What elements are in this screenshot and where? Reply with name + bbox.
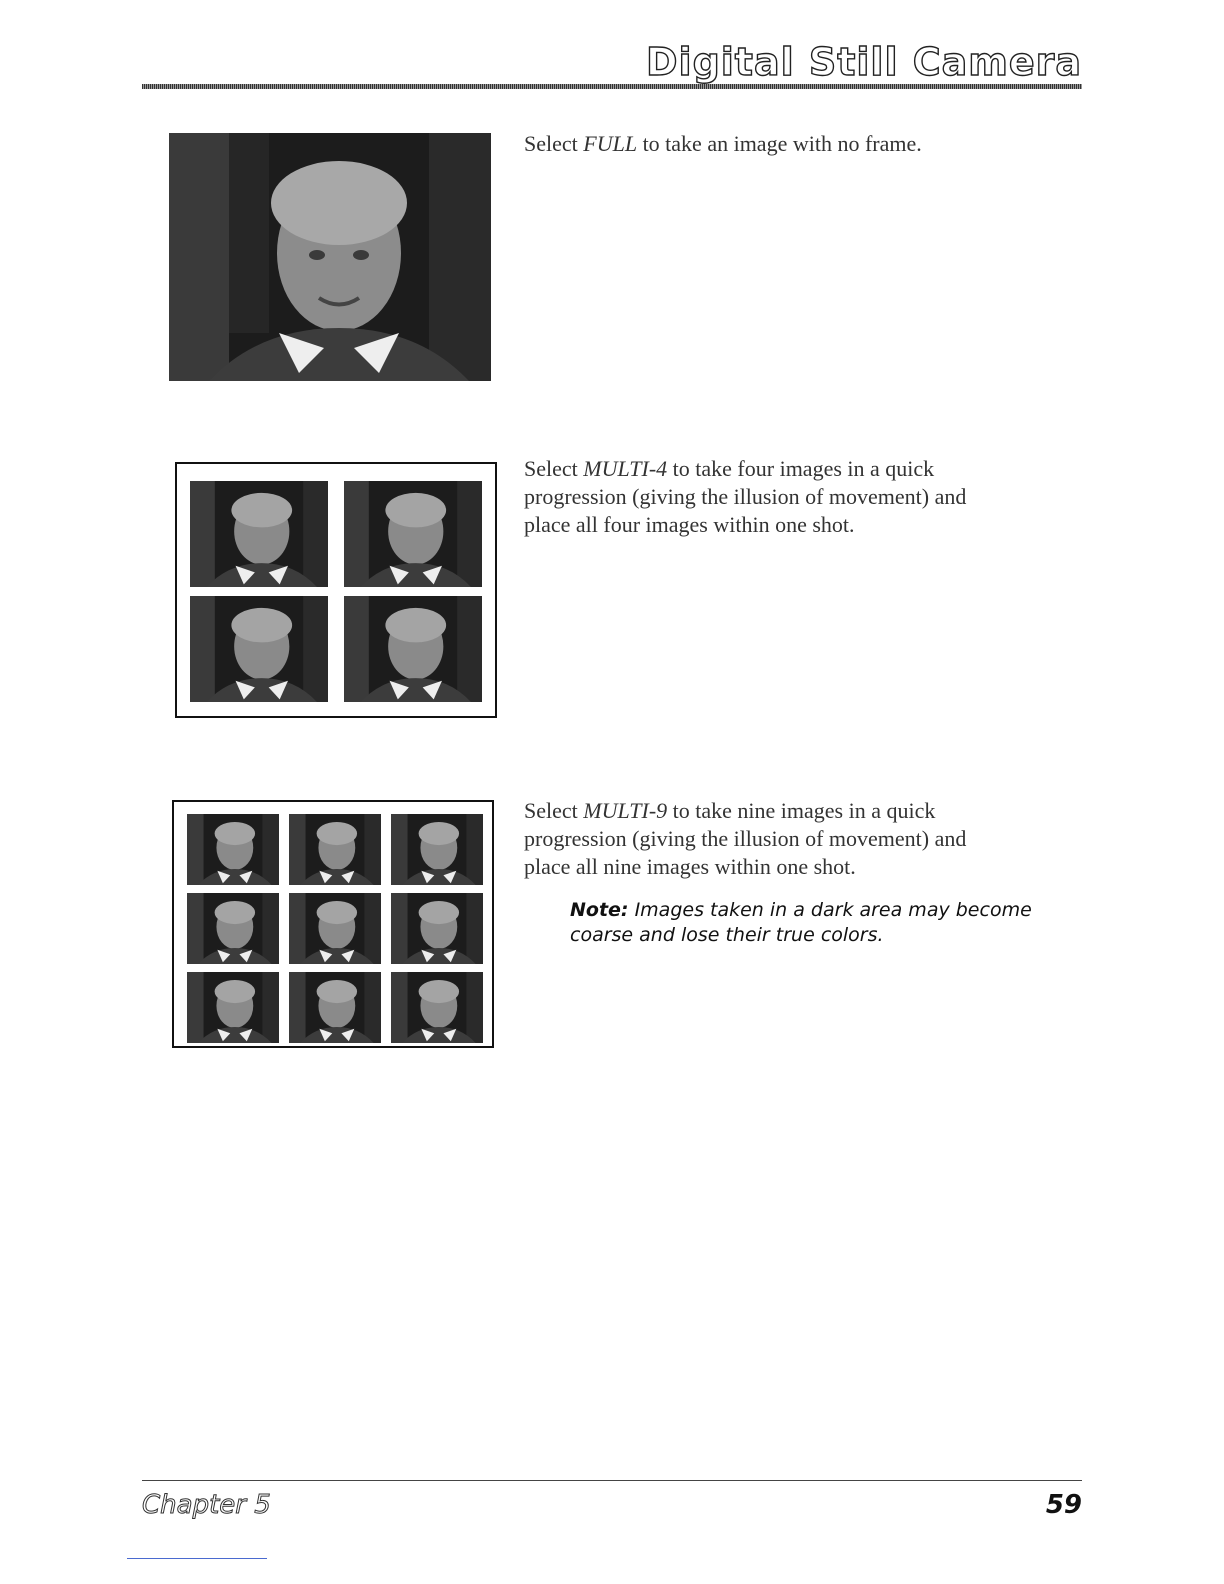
description-text: progression (giving the illusion of movement) and: [524, 484, 967, 509]
bottom-link-underline: [127, 1558, 267, 1559]
header-rule: [142, 84, 1082, 89]
footer-chapter: Chapter 5: [142, 1490, 271, 1520]
full-mode-photo: [169, 133, 491, 381]
multi-9-thumbnail: [289, 972, 381, 1043]
multi-9-thumbnail: [391, 814, 483, 885]
multi-9-thumbnail: [391, 893, 483, 964]
mode-name-multi-4: MULTI-4: [583, 456, 668, 481]
note-body: Images taken in a dark area may become coarse and lose their true colors.: [570, 899, 1032, 946]
multi-9-thumbnail: [187, 972, 279, 1043]
multi-4-description: [524, 455, 1064, 539]
mode-name-full: FULL: [583, 131, 638, 156]
multi-9-thumbnail: [391, 972, 483, 1043]
note-text: [570, 898, 1040, 948]
multi-4-thumbnail: [190, 596, 328, 702]
multi-9-thumbnail: [289, 814, 381, 885]
page-header-title: Digital Still Camera: [646, 40, 1082, 84]
boy-portrait-image: [169, 133, 491, 381]
multi-9-thumbnail: [187, 893, 279, 964]
description-text: progression (giving the illusion of movement) and: [524, 826, 967, 851]
multi-9-thumbnail: [289, 893, 381, 964]
select-word: Select: [524, 456, 584, 481]
page-number: 59: [1045, 1490, 1082, 1520]
description-text: to take an image with no frame.: [637, 131, 922, 156]
description-text: place all nine images within one shot.: [524, 854, 856, 879]
description-text: to take four images in a quick: [667, 456, 935, 481]
description-text: to take nine images in a quick: [667, 798, 936, 823]
footer-rule: [142, 1480, 1082, 1481]
select-word: Select: [524, 798, 584, 823]
select-word: Select: [524, 131, 584, 156]
full-mode-description: [524, 130, 1064, 158]
multi-9-description: [524, 797, 1064, 881]
multi-4-thumbnail: [344, 481, 482, 587]
mode-name-multi-9: MULTI-9: [583, 798, 668, 823]
note-label: Note:: [570, 899, 629, 921]
multi-4-thumbnail: [190, 481, 328, 587]
multi-9-thumbnail: [187, 814, 279, 885]
description-text: place all four images within one shot.: [524, 512, 855, 537]
multi-4-thumbnail: [344, 596, 482, 702]
